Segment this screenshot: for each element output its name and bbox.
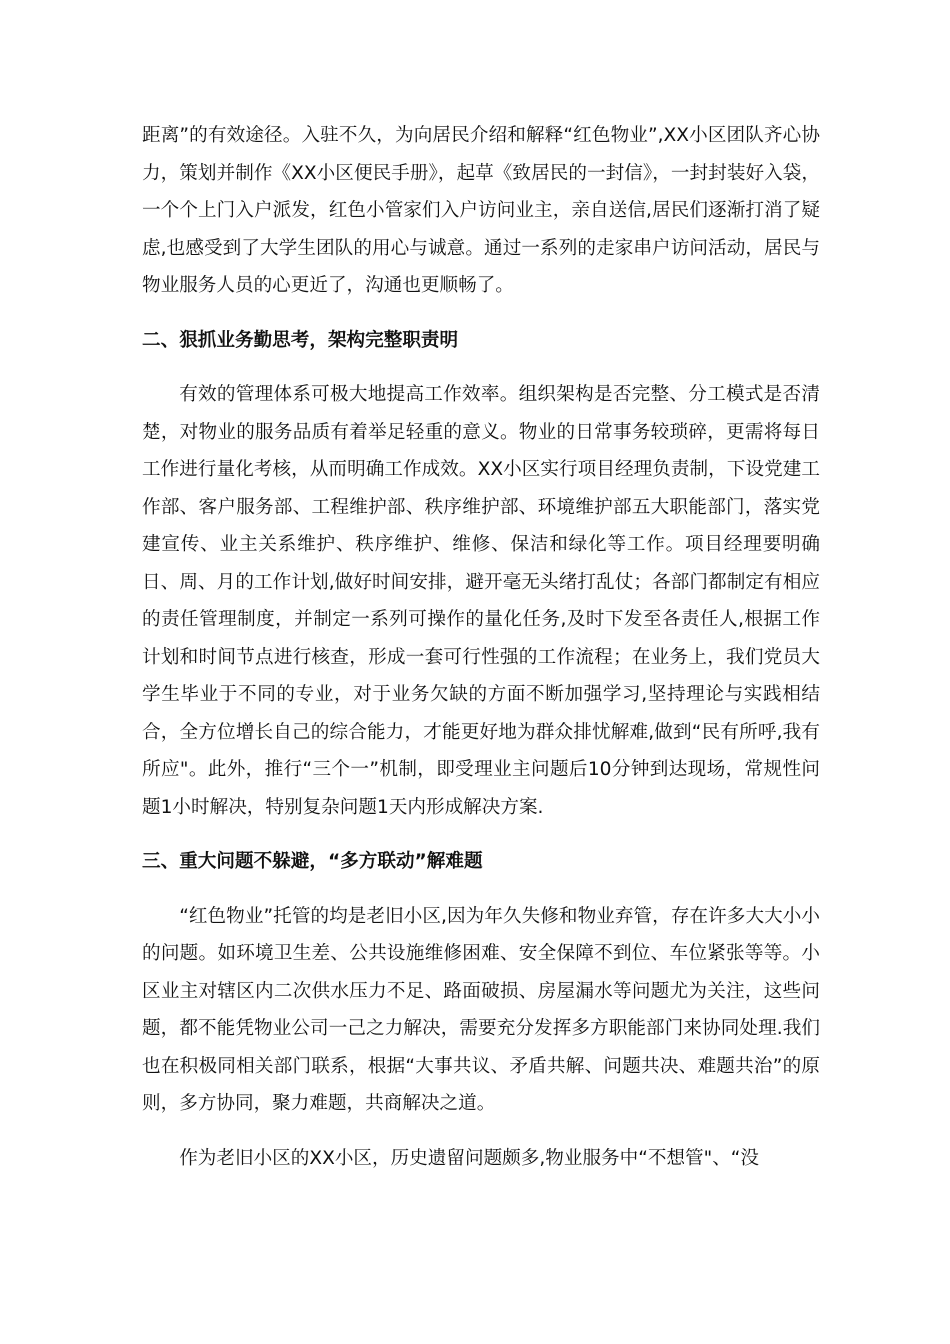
document-body (142, 117, 820, 1177)
spacer (142, 359, 820, 376)
paragraph-old-community-issues: “红色物业”托管的均是老旧小区,因为年久失修和物业弃管，存在许多大大小小的问题。如环境卫生差、公共设施维修困难、安全保障不到位、车位紧张等等。小区业主对辖区内二次供水压力不足、路面破损、房屋漏水等问题尤为关注，这些问题，都不能凭物业公司一己之力解决，需要充分发挥多方职能部门来协同处理.我们也在积极同相关部门联系，根据“大事共议、矛盾共解、问题共决、难题共治”的原则，多方协同，聚力难题，共商解决之道。 (142, 905, 820, 1114)
spacer (142, 826, 820, 843)
spacer (142, 1123, 820, 1140)
spacer (142, 881, 820, 898)
paragraph-intro-continuation: 距离”的有效途径。入驻不久，为向居民介绍和解释“红色物业”,XX小区团队齐心协力，策划并制作《XX小区便民手册》，起草《致居民的一封信》，一封封装好入袋，一个个上门入户派发，红色小管家们入户访问业主，亲自送信,居民们逐渐打消了疑虑,也感受到了大学生团队的用心与诚意。通过一系列的走家串户访问活动，居民与物业服务人员的心更近了，沟通也更顺畅了。 (142, 125, 820, 296)
paragraph-management-system: 有效的管理体系可极大地提高工作效率。组织架构是否完整、分工模式是否清楚，对物业的服务品质有着举足轻重的意义。物业的日常事务较琐碎，更需将每日工作进行量化考核，从而明确工作成效。XX小区实行项目经理负责制，下设党建工作部、客户服务部、工程维护部、秩序维护部、环境维护部五大职能部门，落实党建宣传、业主关系维护、秩序维护、维修、保洁和绿化等工作。项目经理要明确日、周、月的工作计划,做好时间安排，避开毫无头绪打乱仗；各部门都制定有相应的责任管理制度，并制定一系列可操作的量化任务,及时下发至各责任人,根据工作计划和时间节点进行核查，形成一套可行性强的工作流程；在业务上，我们党员大学生毕业于不同的专业，对于业务欠缺的方面不断加强学习,坚持理论与实践相结合，全方位增长自己的综合能力，才能更好地为群众排忧解难,做到“民有所呼,我有所应"。此外，推行“三个一”机制，即受理业主问题后10分钟到达现场，常规性问题1小时解决，特别复杂问题1天内形成解决方案. (142, 384, 820, 818)
section-heading-3: 三、重大问题不躲避，“多方联动”解难题 (142, 851, 483, 872)
section-heading-2: 二、狠抓业务勤思考，架构完整职责明 (142, 329, 459, 351)
paragraph-xx-community: 作为老旧小区的XX小区，历史遗留问题颇多,物业服务中“不想管"、“没 (179, 1147, 760, 1169)
spacer (142, 305, 820, 322)
